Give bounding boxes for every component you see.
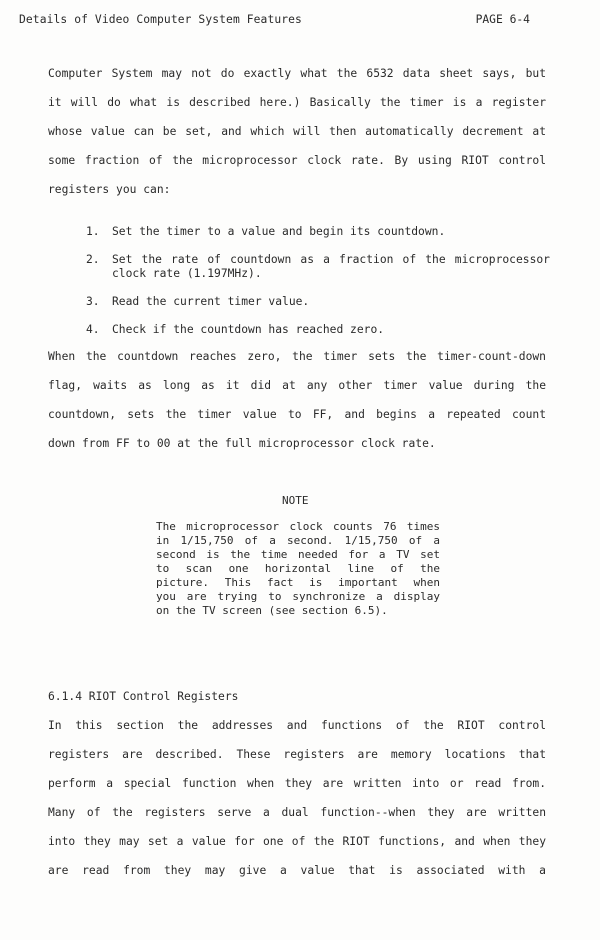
- list-text: Set the timer to a value and begin its countdown.: [112, 225, 446, 238]
- note-line: second is the time needed for a TV set: [156, 548, 440, 561]
- text-line: countdown, sets the timer value to FF, and begins a repeated count: [48, 408, 546, 421]
- text-line: In this section the addresses and functions of the RIOT control: [48, 719, 546, 732]
- text-line: Computer System may not do exactly what the 6532 data sheet says, but: [48, 67, 546, 80]
- list-number: 2.: [86, 253, 100, 266]
- countdown-paragraph: [48, 350, 546, 466]
- text-line: down from FF to 00 at the full microprocessor clock rate.: [48, 437, 436, 450]
- list-text: Read the current timer value.: [112, 295, 310, 308]
- list-text: Check if the countdown has reached zero.: [112, 323, 385, 336]
- note-line: to scan one horizontal line of the: [156, 562, 440, 575]
- note-line: The microprocessor clock counts 76 times: [156, 520, 440, 533]
- note-line: in 1/15,750 of a second. 1/15,750 of a: [156, 534, 440, 547]
- text-line: into they may set a value for one of the RIOT functions, and when they: [48, 835, 546, 848]
- note-block: [156, 520, 440, 618]
- text-line: registers are described. These registers are memory locations that: [48, 748, 546, 761]
- running-header-title: Details of Video Computer System Features: [19, 13, 302, 26]
- text-line: flag, waits as long as it did at any other timer value during the: [48, 379, 546, 392]
- text-line: When the countdown reaches zero, the timer sets the timer-count-down: [48, 350, 546, 363]
- text-line: perform a special function when they are written into or read from.: [48, 777, 546, 790]
- note-line: you are trying to synchronize a display: [156, 590, 440, 603]
- text-line: it will do what is described here.) Basically the timer is a register: [48, 96, 546, 109]
- section-paragraph: [48, 719, 546, 893]
- list-number: 4.: [86, 323, 100, 336]
- note-title: NOTE: [282, 494, 309, 507]
- list-number: 1.: [86, 225, 100, 238]
- page-number: PAGE 6-4: [475, 13, 530, 26]
- text-line: some fraction of the microprocessor clock rate. By using RIOT control: [48, 154, 546, 167]
- list-text: Set the rate of countdown as a fraction of the microprocessor clock rate (1.197MHz).: [112, 253, 550, 280]
- text-line: Many of the registers serve a dual function--when they are written: [48, 806, 546, 819]
- note-line: picture. This fact is important when: [156, 576, 440, 589]
- section-heading: 6.1.4 RIOT Control Registers: [48, 690, 239, 703]
- list-number: 3.: [86, 295, 100, 308]
- intro-paragraph: [48, 67, 546, 212]
- text-line: whose value can be set, and which will then automatically decrement at: [48, 125, 546, 138]
- note-line: on the TV screen (see section 6.5).: [156, 604, 388, 617]
- text-line: registers you can:: [48, 183, 171, 196]
- text-line: are read from they may give a value that is associated with a: [48, 864, 546, 877]
